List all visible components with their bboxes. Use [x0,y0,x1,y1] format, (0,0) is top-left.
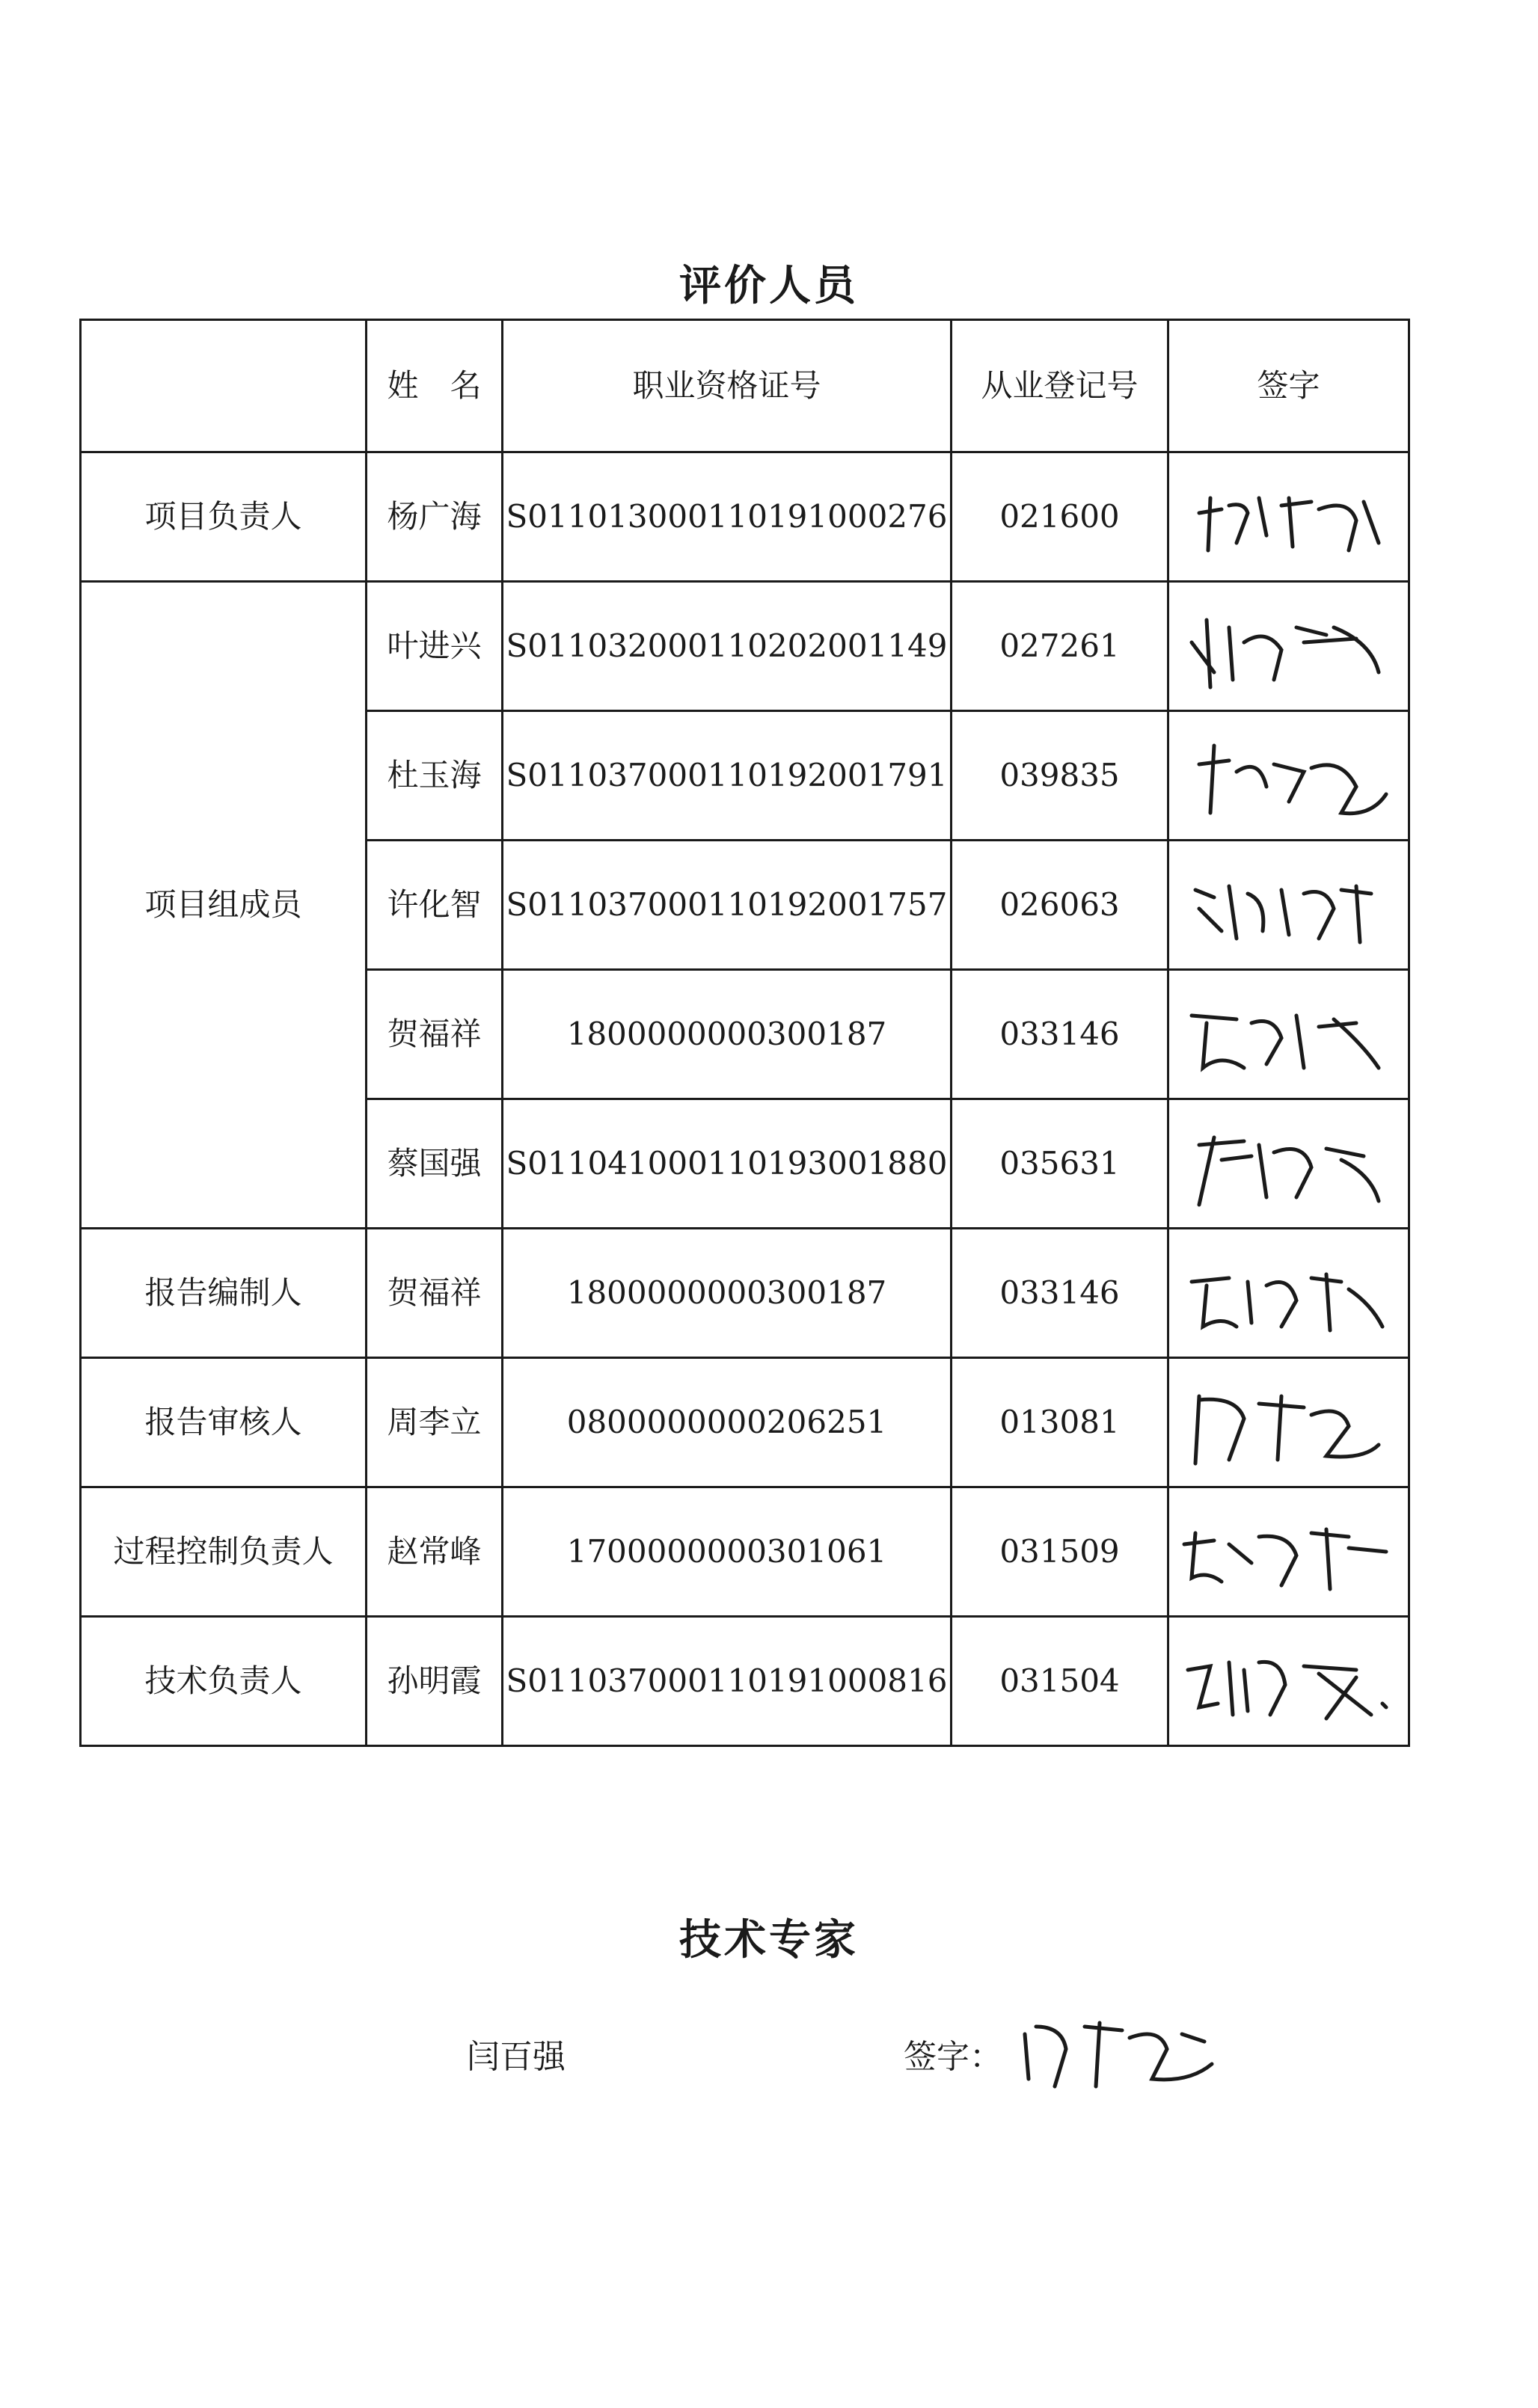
header-sign: 签字 [1168,320,1409,452]
signature-cell [1168,1617,1409,1746]
table-row [81,1487,1409,1617]
header-reg: 从业登记号 [952,320,1168,452]
signature-cell [1168,1487,1409,1617]
signature-cell [1168,970,1409,1099]
cert-cell: S011037000110192001791 [503,711,952,841]
handwritten-signature [1177,1115,1401,1212]
handwritten-signature [1177,856,1401,953]
name-cell: 孙明霞 [367,1617,503,1746]
cert-cell: S011013000110191000276 [503,452,952,582]
table-row [81,452,1409,582]
reg-cell: 039835 [952,711,1168,841]
name-cell: 周李立 [367,1358,503,1487]
staff-table [79,319,1410,1747]
reg-cell: 026063 [952,841,1168,970]
cert-cell: 1800000000300187 [503,970,952,1099]
header-role [81,320,367,452]
name-cell: 贺福祥 [367,1229,503,1358]
name-cell: 赵常峰 [367,1487,503,1617]
cert-cell: S011032000110202001149 [503,582,952,711]
cert-cell: S011037000110192001757 [503,841,952,970]
handwritten-signature [1177,986,1401,1083]
handwritten-signature [1177,598,1401,695]
header-name: 姓 名 [367,320,503,452]
cert-cell: 1800000000300187 [503,1229,952,1358]
handwritten-signature [1177,1503,1401,1600]
reg-cell: 031509 [952,1487,1168,1617]
signature-cell [1168,1229,1409,1358]
table-row [81,582,1409,711]
reg-cell: 033146 [952,1229,1168,1358]
handwritten-signature [1177,1374,1401,1471]
role-cell: 过程控制负责人 [81,1487,367,1617]
table-header-row [81,320,1409,452]
signature-cell [1168,452,1409,582]
expert-name: 闫百强 [467,2038,566,2076]
expert-handwritten-signature [1010,2004,1234,2094]
handwritten-signature [1177,727,1401,824]
table-row [81,1617,1409,1746]
header-cert: 职业资格证号 [503,320,952,452]
name-cell: 杨广海 [367,452,503,582]
signature-cell [1168,711,1409,841]
role-cell: 项目负责人 [81,452,367,582]
cert-cell: 1700000000301061 [503,1487,952,1617]
handwritten-signature [1177,1633,1401,1730]
signature-cell [1168,841,1409,970]
handwritten-signature [1177,468,1401,565]
reg-cell: 027261 [952,582,1168,711]
reg-cell: 021600 [952,452,1168,582]
reg-cell: 035631 [952,1099,1168,1229]
cert-cell: S011041000110193001880 [503,1099,952,1229]
cert-cell: S011037000110191000816 [503,1617,952,1746]
reg-cell: 031504 [952,1617,1168,1746]
expert-title: 技术专家 [679,1915,859,1965]
name-cell: 许化智 [367,841,503,970]
name-cell: 杜玉海 [367,711,503,841]
signature-cell [1168,582,1409,711]
cert-cell: 0800000000206251 [503,1358,952,1487]
name-cell: 贺福祥 [367,970,503,1099]
reg-cell: 013081 [952,1358,1168,1487]
expert-sign-label: 签字： [904,2038,1002,2076]
role-cell: 报告审核人 [81,1358,367,1487]
table-row [81,1358,1409,1487]
reg-cell: 033146 [952,970,1168,1099]
name-cell: 蔡国强 [367,1099,503,1229]
role-cell: 技术负责人 [81,1617,367,1746]
name-cell: 叶进兴 [367,582,503,711]
role-cell: 项目组成员 [81,582,367,1229]
handwritten-signature [1177,1244,1401,1342]
staff-title: 评价人员 [679,261,859,310]
signature-cell [1168,1358,1409,1487]
role-cell: 报告编制人 [81,1229,367,1358]
table-row [81,1229,1409,1358]
signature-cell [1168,1099,1409,1229]
